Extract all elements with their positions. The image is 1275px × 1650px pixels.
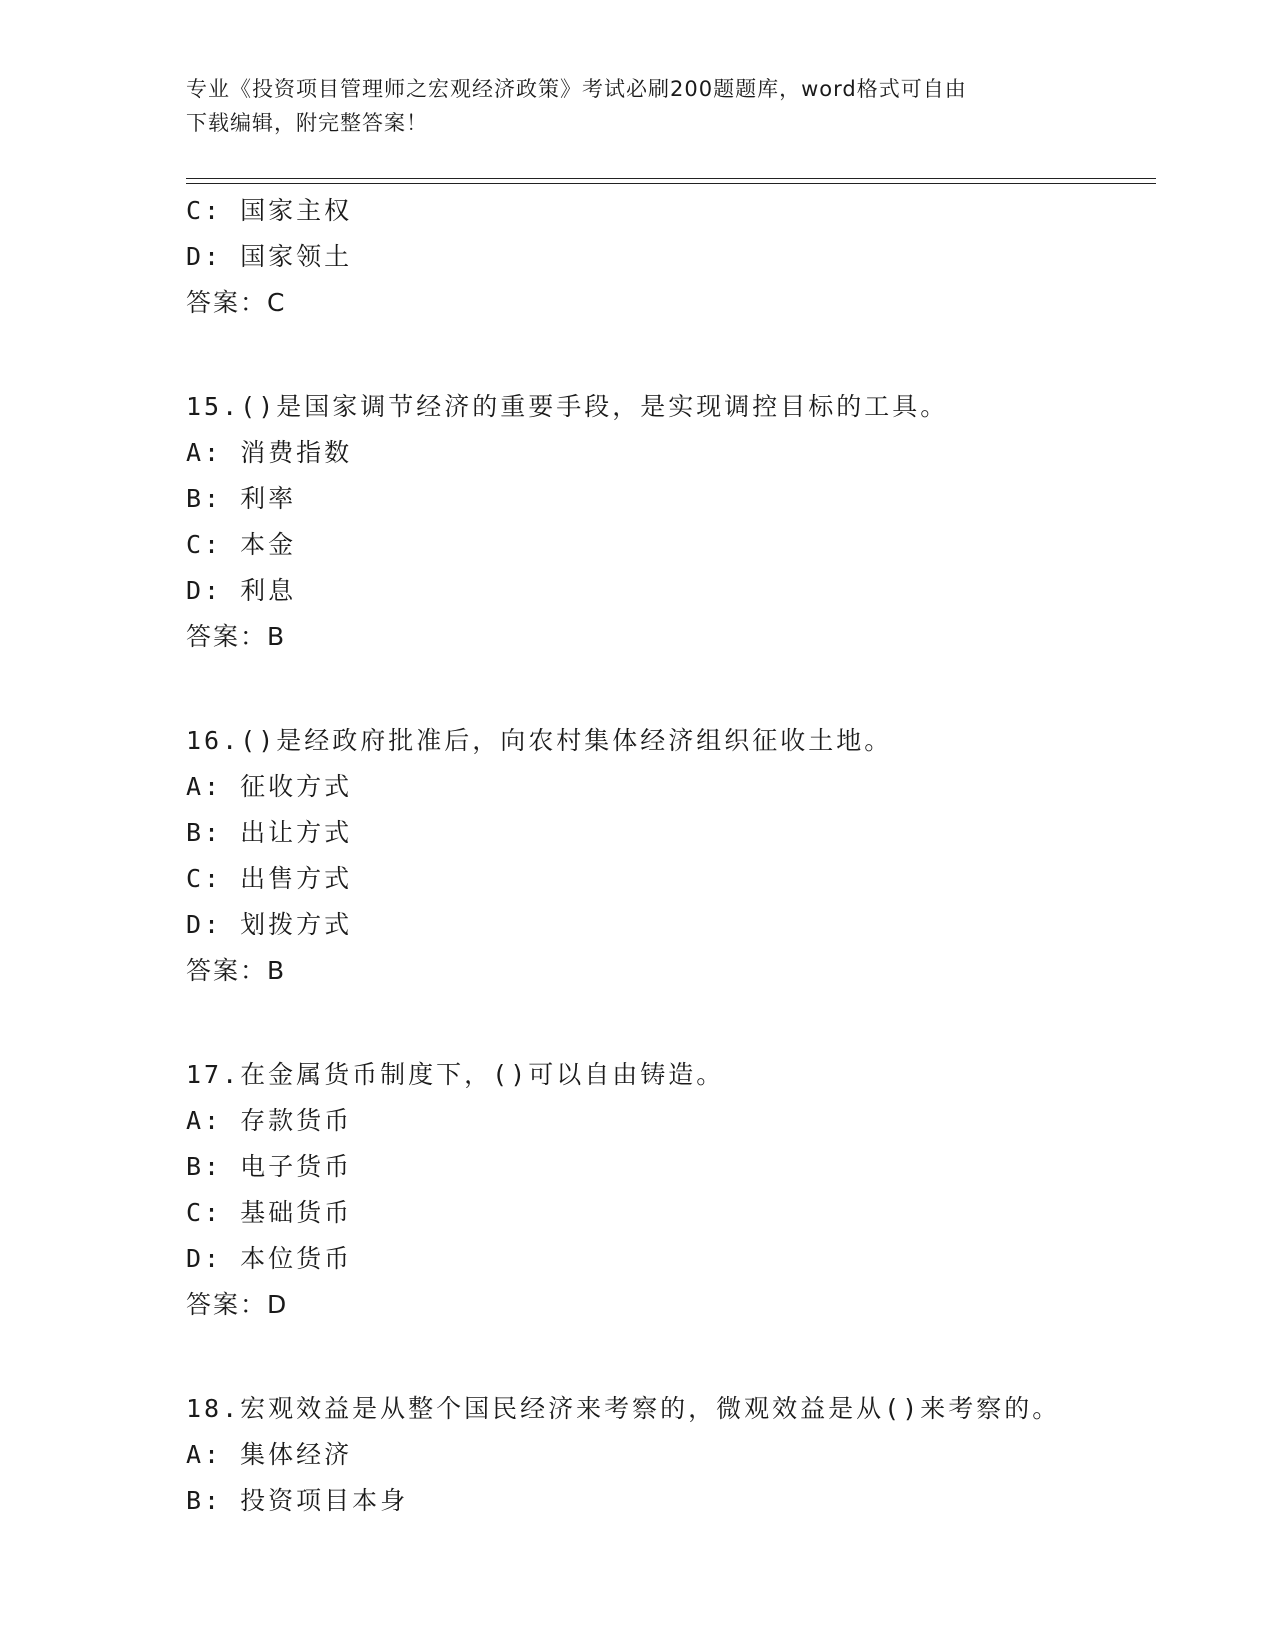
- option-a: A: 消费指数: [186, 438, 353, 467]
- header-divider-bottom: [186, 183, 1156, 184]
- question-15: [186, 384, 1186, 660]
- option-a: A: 征收方式: [186, 772, 353, 801]
- question-14-continued: [186, 188, 1186, 326]
- answer-line: 答案：D: [186, 1290, 289, 1319]
- answer-line: 答案：C: [186, 288, 287, 317]
- question-17: [186, 1052, 1186, 1328]
- option-c: C: 本金: [186, 530, 297, 559]
- option-d: D: 利息: [186, 576, 297, 605]
- option-a: A: 存款货币: [186, 1106, 353, 1135]
- question-stem: 17.在金属货币制度下，()可以自由铸造。: [186, 1060, 725, 1089]
- option-d: D: 划拨方式: [186, 910, 353, 939]
- option-c: C: 基础货币: [186, 1198, 353, 1227]
- question-16: [186, 718, 1186, 994]
- question-18: [186, 1386, 1186, 1524]
- question-list: [186, 188, 1186, 1524]
- answer-line: 答案：B: [186, 622, 287, 651]
- option-b: B: 投资项目本身: [186, 1486, 409, 1515]
- option-b: B: 电子货币: [186, 1152, 353, 1181]
- question-stem: 16.()是经政府批准后，向农村集体经济组织征收土地。: [186, 726, 893, 755]
- header-divider-top: [186, 178, 1156, 179]
- question-stem: 18.宏观效益是从整个国民经济来考察的，微观效益是从()来考察的。: [186, 1394, 1061, 1423]
- option-b: B: 利率: [186, 484, 297, 513]
- question-stem: 15.()是国家调节经济的重要手段，是实现调控目标的工具。: [186, 392, 949, 421]
- option-a: A: 集体经济: [186, 1440, 353, 1469]
- option-b: B: 出让方式: [186, 818, 353, 847]
- document-header: [186, 72, 1066, 140]
- header-title-line-2: 下载编辑，附完整答案！: [186, 111, 428, 135]
- option-c: C: 出售方式: [186, 864, 353, 893]
- header-title-line-1: 专业《投资项目管理师之宏观经济政策》考试必刷200题题库，word格式可自由: [186, 77, 967, 101]
- option-d: D: 国家领土: [186, 242, 353, 271]
- option-d: D: 本位货币: [186, 1244, 353, 1273]
- option-c: C: 国家主权: [186, 196, 353, 225]
- answer-line: 答案：B: [186, 956, 287, 985]
